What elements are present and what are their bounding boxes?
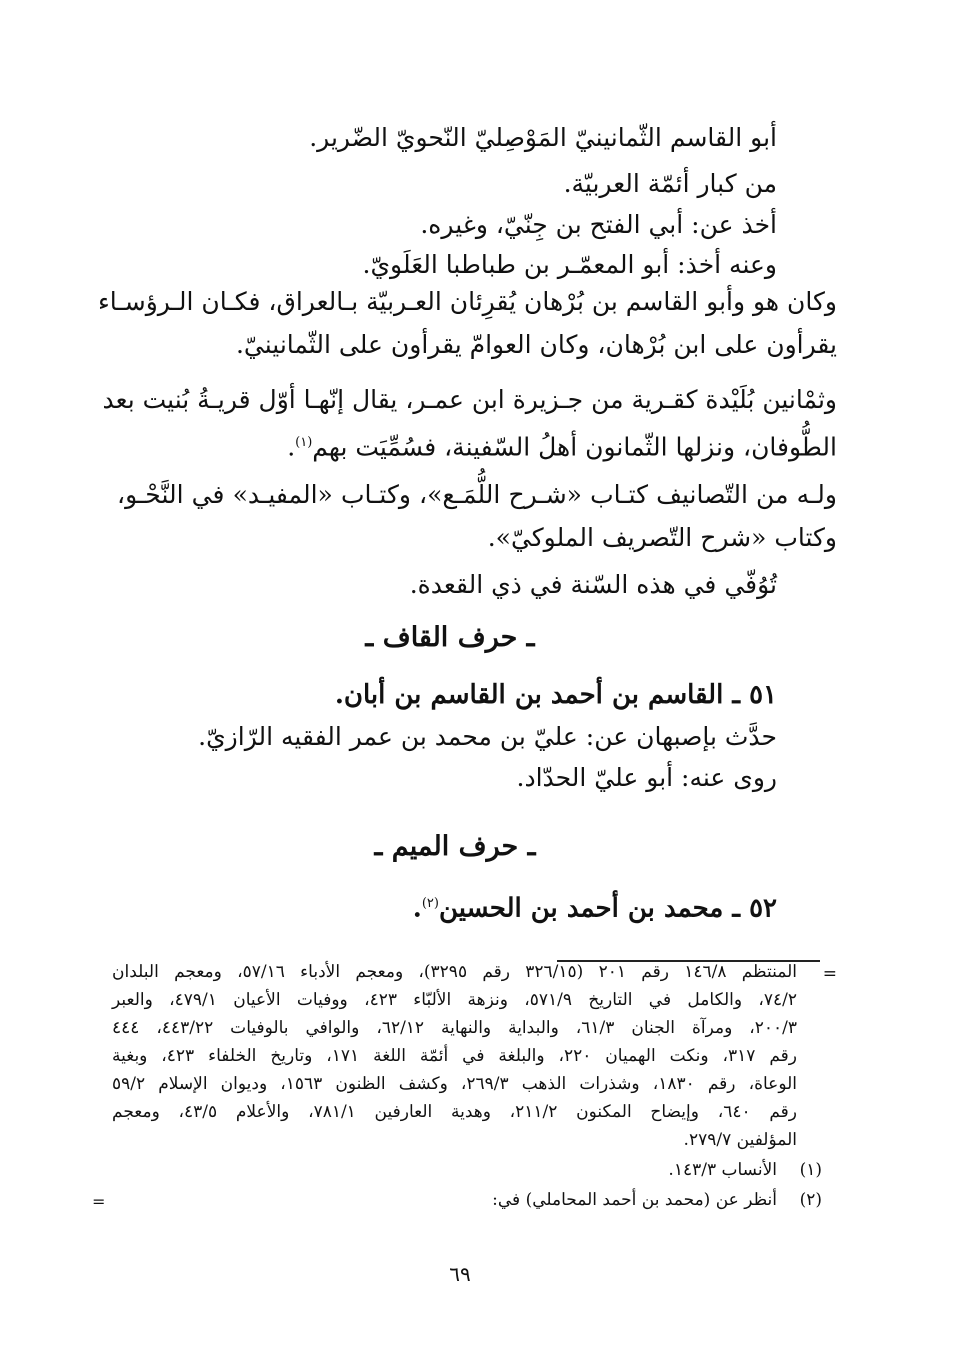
text-line-6: يقرأون على ابن بُرْهان، وكان العوامّ يقرأون على الثّمانينيّ. — [235, 330, 837, 359]
text-line-1: أبو القاسم الثّمانينيّ المَوْصِليّ النّحويّ الضّرير. — [309, 123, 777, 152]
text-line-10: وكتاب «شرح التّصريف الملوكيّ». — [487, 523, 837, 552]
footnote-continued-line-6: رقم ٦٤٠، وإيضاح المكنون ٢١١/٢، وهدية العارفين ٧٨١/١، والأعلام ٤٣/٥، ومعجم — [112, 1102, 797, 1122]
footnote-continued-line-1: المنتظم ١٤٦/٨ رقم ٢٠١ (٣٢٦/١٥ رقم ٣٢٩٥)، ومعجم الأدباء ٥٧/١٦، ومعجم البلدان — [112, 962, 797, 982]
footnote-continued-line-3: ٢٠٠/٣، ومرآة الجنان ٦١/٣، والبداية والنهاية ٦٢/١٢، والوافي بالوفيات ٤٤٣/٢٢، ٤٤٤ — [112, 1018, 797, 1038]
entry-51-line-1: حدَّث بإصبهان عن: عليّ بن محمد بن عمر الفقيه الرّازيّ. — [198, 722, 777, 751]
text-line-9: ولـه من التّصانيف كتـاب «شـرح اللُّمَـع»، وكتـاب «المفيـد» في النَّحْـو، — [117, 480, 837, 509]
footnote-ref-1: (١) — [295, 435, 313, 450]
footnote-2-text: أنظر عن (محمد بن أحمد المحاملي) في: — [492, 1190, 777, 1210]
footnote-1-number: (١) — [799, 1160, 822, 1180]
text-line-4: وعنه أخذ: أبو المعمّـر بن طباطبا العَلَويّ. — [362, 250, 777, 279]
entry-51-title: ٥١ ـ القاسم بن أحمد بن القاسم بن أبان. — [334, 680, 777, 710]
footnote-2-number: (٢) — [799, 1190, 822, 1210]
entry-52-title-text: ٥٢ ـ محمد بن أحمد بن الحسين — [438, 893, 777, 924]
text-line-7: وثمْانين بُلَيْدة كقـرية من جـزيرة ابن عمـر، يقال إنّهـا أوّل قريـةُ بُنيت بعد — [102, 385, 837, 414]
footnote-continues-marker: = — [92, 1192, 106, 1211]
text-line-3: أخذ عن: أبي الفتح بن جِنّيّ، وغيره. — [420, 210, 777, 239]
footnote-ref-2: (٢) — [421, 896, 439, 911]
page-number: ٦٩ — [449, 1262, 471, 1286]
footnote-continued-line-7: المؤلفين ٢٧٩/٧. — [683, 1130, 797, 1150]
text-line-8-text: الطُّوفان، ونزلها الثّمانون أهلُ السّفينة، فسُمِّيَت بهم — [312, 432, 837, 462]
footnote-1-text: الأنساب ١٤٣/٣. — [668, 1160, 777, 1180]
text-line-8: الطُّوفان، ونزلها الثّمانون أهلُ السّفينة، فسُمِّيَت بهم$^{(١)}$. — [287, 432, 837, 462]
entry-51-line-2: روى عنه: أبو عليّ الحدّاد. — [516, 763, 777, 792]
entry-52-title — [137, 884, 777, 929]
text-line-2: من كبار أئمّة العربيّة. — [563, 169, 777, 198]
entry-52-title-end: . — [412, 893, 422, 924]
footnote-continued-line-5: الوعاة، رقم ١٨٣٠، وشذرات الذهب ٢٦٩/٣، وكشف الظنون ١٥٦٣، وديوان الإسلام ٥٩/٢ — [112, 1074, 798, 1094]
text-line-5: وكان هو وأبو القاسم بن بُرْهان يُقرِئان العـربيّة بـالعراق، فكـان الـرؤسـاء — [98, 287, 837, 316]
footnote-continued-line-4: رقم ٣١٧، ونكت الهميان ٢٢٠، والبلغة في أئمّة اللغة ١٧١، وتاريخ الخلفاء ٤٢٣، وبغية — [112, 1046, 797, 1066]
footnote-continued-marker: = — [822, 964, 837, 984]
section-heading-qaf: ـ حرف القاف ـ — [365, 622, 535, 653]
footnote-continued-line-2: ٧٤/٢، والكامل في التاريخ ٥٧١/٩، ونزهة الألبّاء ٤٢٣، ووفيات الأعيان ٤٧٩/١، والعبر — [112, 990, 798, 1010]
text-line-11: تُوُفّي في هذه السّنة في ذي القعدة. — [409, 570, 777, 599]
section-heading-mim: ـ حرف الميم ـ — [374, 831, 536, 862]
